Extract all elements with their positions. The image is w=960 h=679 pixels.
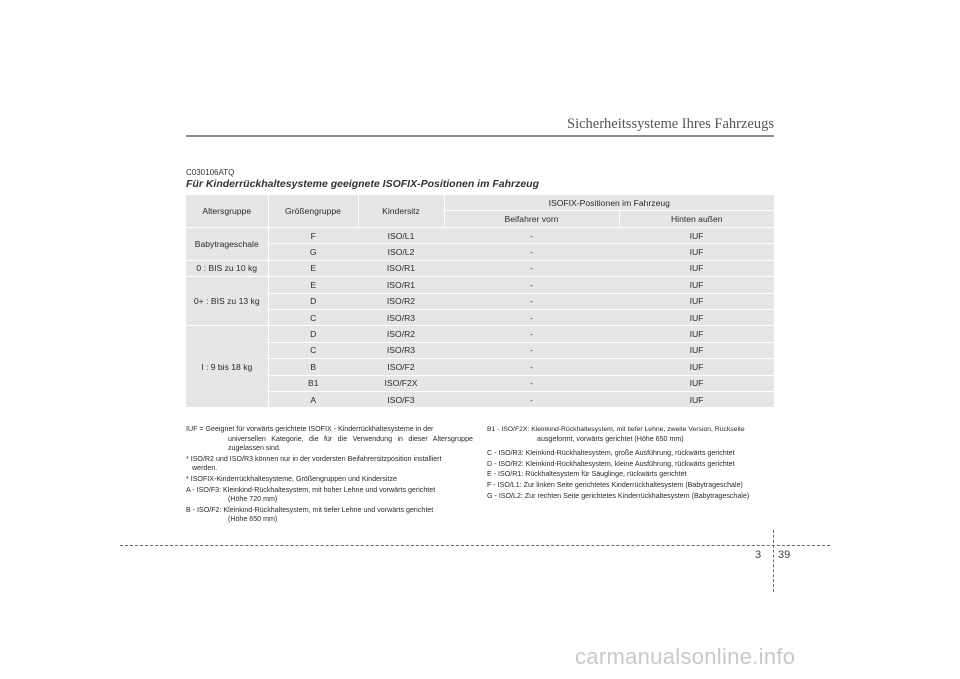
size-cell: F bbox=[268, 228, 358, 244]
rear-cell: IUF bbox=[619, 309, 774, 325]
front-cell: - bbox=[444, 375, 619, 391]
rear-cell: IUF bbox=[619, 326, 774, 342]
size-cell: C bbox=[268, 309, 358, 325]
section-code: C030106ATQ bbox=[186, 168, 235, 177]
note-text: A - ISO/F3: Kleinkind-Rückhaltesystem, mit hoher Lehne und vorwärts gerichtet bbox=[186, 485, 436, 494]
fixture-cell: ISO/F2X bbox=[358, 375, 444, 391]
size-cell: D bbox=[268, 293, 358, 309]
header-fixture: Kindersitz bbox=[358, 195, 444, 228]
rear-cell: IUF bbox=[619, 391, 774, 407]
front-cell: - bbox=[444, 244, 619, 260]
fixture-cell: ISO/R2 bbox=[358, 326, 444, 342]
size-cell: E bbox=[268, 277, 358, 293]
note-text: (Höhe 720 mm) bbox=[228, 495, 278, 504]
note-text: IUF = Geeignet für vorwärts gerichtete ISOFIX - Kinderrückhaltesysteme in der bbox=[186, 425, 434, 433]
note-size-c: C - ISO/R3: Kleinkind-Rückhaltesystem, große Ausführung, rückwärts gerichtet bbox=[487, 449, 735, 458]
front-cell: - bbox=[444, 342, 619, 358]
rear-cell: IUF bbox=[619, 359, 774, 375]
fixture-cell: ISO/R1 bbox=[358, 260, 444, 276]
note-star-2: * ISOFIX-Kinderrückhaltesysteme, Größengruppen und Kindersitze bbox=[186, 474, 397, 483]
header-isofix-positions: ISOFIX-Positionen im Fahrzeug bbox=[444, 195, 774, 211]
note-text: B - ISO/F2: Kleinkind-Rückhaltesystem, mit tiefer Lehne und vorwärts gerichtet bbox=[186, 505, 434, 514]
note-text: universellen Kategorie, die für die Verwendung in dieser Altersgruppe zugelassen sind. bbox=[228, 434, 473, 453]
header-size-group: Größengruppe bbox=[268, 195, 358, 228]
age-group-cell: I : 9 bis 18 kg bbox=[186, 326, 268, 408]
note-size-d: D - ISO/R2: Kleinkind-Rückhaltesystem, kleine Ausführung, rückwärts gerichtet bbox=[487, 459, 735, 468]
notes-left bbox=[186, 425, 473, 526]
watermark: carmanualsonline.info bbox=[575, 644, 796, 669]
rear-cell: IUF bbox=[619, 375, 774, 391]
rear-cell: IUF bbox=[619, 293, 774, 309]
footer-rule bbox=[120, 545, 830, 546]
note-text: B1 - ISO/F2X: Kleinkind-Rückhaltesystem, mit tiefer Lehne, zweite Version, Rückseite bbox=[487, 426, 745, 433]
age-group-cell: 0+ : BIS zu 13 kg bbox=[186, 277, 268, 326]
footer-divider bbox=[773, 530, 774, 592]
fixture-cell: ISO/L1 bbox=[358, 228, 444, 244]
rear-cell: IUF bbox=[619, 244, 774, 260]
size-cell: B1 bbox=[268, 375, 358, 391]
note-star-1 bbox=[186, 455, 473, 474]
front-cell: - bbox=[444, 228, 619, 244]
note-text: * ISO/R2 und ISO/R3 können nur in der vordersten Beifahrersitzposition installiert bbox=[186, 454, 442, 463]
header-age-group: Altersgruppe bbox=[186, 195, 268, 228]
size-cell: C bbox=[268, 342, 358, 358]
note-size-a bbox=[186, 486, 473, 505]
front-cell: - bbox=[444, 391, 619, 407]
size-cell: G bbox=[268, 244, 358, 260]
note-text: werden. bbox=[192, 464, 218, 473]
header-rear-outboard: Hinten außen bbox=[619, 211, 774, 228]
header-rule bbox=[186, 135, 774, 137]
fixture-cell: ISO/R3 bbox=[358, 342, 444, 358]
size-cell: D bbox=[268, 326, 358, 342]
chapter-number: 3 bbox=[755, 549, 762, 561]
note-size-b1 bbox=[487, 425, 774, 444]
notes-right bbox=[487, 425, 774, 502]
front-cell: - bbox=[444, 359, 619, 375]
rear-cell: IUF bbox=[619, 260, 774, 276]
isofix-table bbox=[186, 195, 774, 408]
note-size-f: F - ISO/L1: Zur linken Seite gerichtetes Kinderrückhaltesystem (Babytrageschale) bbox=[487, 480, 743, 489]
front-cell: - bbox=[444, 260, 619, 276]
front-cell: - bbox=[444, 326, 619, 342]
note-text: (Höhe 650 mm) bbox=[228, 515, 278, 524]
size-cell: A bbox=[268, 391, 358, 407]
header-front-passenger: Beifahrer vorn bbox=[444, 211, 619, 228]
section-title: Für Kinderrückhaltesysteme geeignete ISOFIX-Positionen im Fahrzeug bbox=[186, 178, 539, 190]
fixture-cell: ISO/F3 bbox=[358, 391, 444, 407]
fixture-cell: ISO/R3 bbox=[358, 309, 444, 325]
rear-cell: IUF bbox=[619, 342, 774, 358]
fixture-cell: ISO/L2 bbox=[358, 244, 444, 260]
size-cell: B bbox=[268, 359, 358, 375]
age-group-cell: 0 : BIS zu 10 kg bbox=[186, 260, 268, 276]
note-size-b bbox=[186, 506, 473, 525]
front-cell: - bbox=[444, 309, 619, 325]
note-size-g: G - ISO/L2: Zur rechten Seite gerichtetes Kinderrückhaltesystem (Babytrageschale) bbox=[487, 491, 750, 500]
note-size-e: E - ISO/R1: Rückhaltesystem für Säuglinge, rückwärts gerichtet bbox=[487, 470, 687, 479]
fixture-cell: ISO/F2 bbox=[358, 359, 444, 375]
front-cell: - bbox=[444, 277, 619, 293]
rear-cell: IUF bbox=[619, 277, 774, 293]
fixture-cell: ISO/R1 bbox=[358, 277, 444, 293]
rear-cell: IUF bbox=[619, 228, 774, 244]
page-number: 39 bbox=[778, 549, 791, 561]
age-group-cell: Babytrageschale bbox=[186, 228, 268, 261]
size-cell: E bbox=[268, 260, 358, 276]
front-cell: - bbox=[444, 293, 619, 309]
note-iuf bbox=[186, 425, 473, 454]
fixture-cell: ISO/R2 bbox=[358, 293, 444, 309]
note-text: ausgeformt, vorwärts gerichtet (Höhe 650 mm) bbox=[537, 434, 684, 443]
running-header: Sicherheitssysteme Ihres Fahrzeugs bbox=[567, 116, 774, 132]
